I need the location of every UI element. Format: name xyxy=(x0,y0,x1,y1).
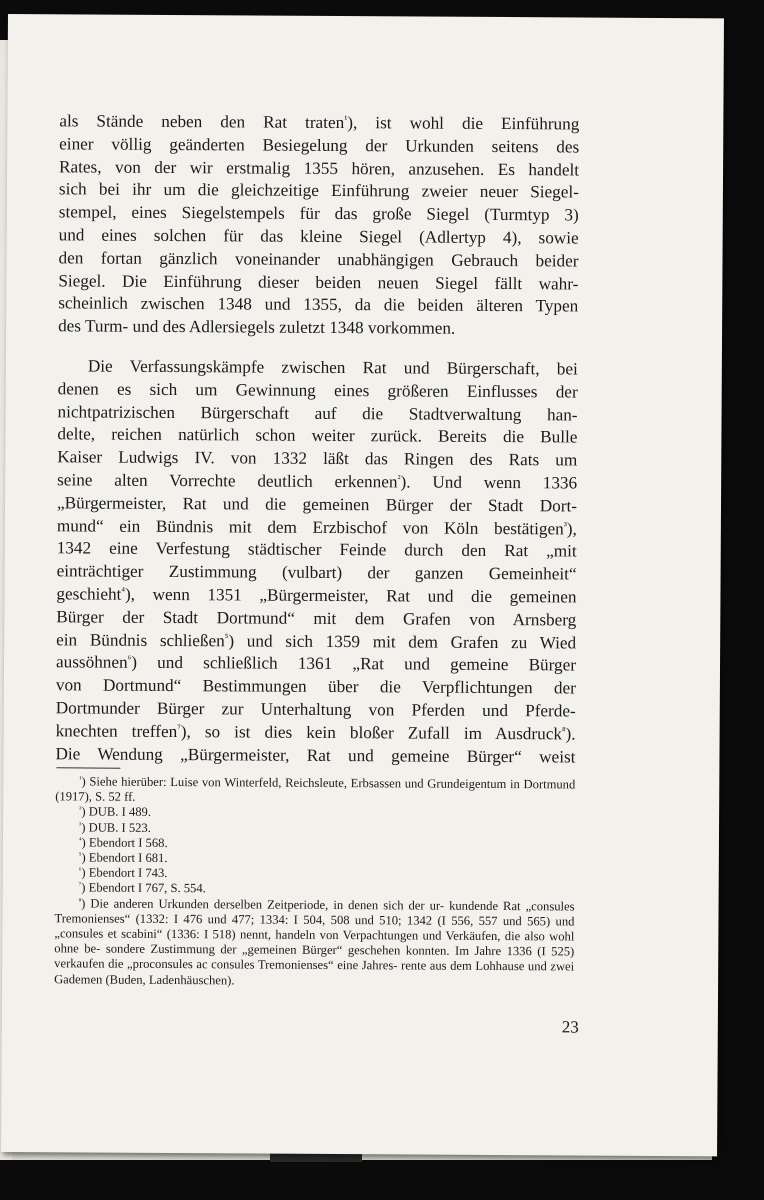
footnotes xyxy=(54,774,575,990)
footnote-8: $^{^8}$) Die anderen Urkunden derselben Zeitperiode, in denen sich der ur- kundende Rat „consules Tremonienses“ (1332: I 476 und 477; 1334: I 504, 508 und 510; 1342 (I 556, 557 und 565) und „consules et scabini“ (1336: I 518) nennt, handeln von Verpachtungen und Verkäufen, die also wohl ohne be- sondere Zustimmung der „gemeinen Bürger“ geschehen konnten. Im Jahre 1336 (I 525) verkaufen die „proconsules ac consules Tremonienses“ eine Jahres- rente aus dem Lohhause und zwei Gademen (Buden, Ladenhäuschen). xyxy=(54,895,575,988)
footnote-rule xyxy=(56,767,120,768)
line: denen es sich um Gewinnung eines größeren Einflusses der xyxy=(57,379,578,402)
line: aussöhnen$^{^6}$) und schließlich 1361 „Rat und gemeine Bürger xyxy=(55,652,577,675)
line: des Turm- und des Adlersiegels zuletzt 1348 vorkommen. xyxy=(58,316,456,338)
book-page xyxy=(1,14,724,1156)
line: knechten treffen$^{^7}$), so ist dies kein bloßer Zufall im Ausdruck$^{^8}$). xyxy=(55,721,576,744)
line: Rates, von der wir erstmalig 1355 hören, anzusehen. Es handelt xyxy=(59,156,580,180)
line: von Dortmund“ Bestimmungen über die Verpflichtungen der xyxy=(55,675,576,698)
line: Kaiser Ludwigs IV. von 1332 läßt das Ringen des Rats um xyxy=(57,447,578,470)
line: einträchtiger Zustimmung (vulbart) der ganzen Gemeinheit“ xyxy=(56,561,577,584)
line: den fortan gänzlich voneinander unabhängigen Gebrauch beider xyxy=(58,248,579,271)
line: scheinlich zwischen 1348 und 1355, da die beiden älteren Typen xyxy=(58,293,579,316)
line: delte, reichen natürlich schon weiter zurück. Bereits die Bulle xyxy=(57,424,578,447)
page-number: 23 xyxy=(561,1017,579,1037)
line: Siegel. Die Einführung dieser beiden neuen Siegel fällt wahr- xyxy=(58,270,579,294)
footnote-7: $^{^7}$) Ebendort I 767, S. 554. xyxy=(78,880,206,896)
line: seine alten Vorrechte deutlich erkennen$^{^2}$). Und wenn 1336 xyxy=(57,470,578,493)
line: Die Wendung „Bürgermeister, Rat und gemeine Bürger“ weist xyxy=(55,743,576,766)
line: einer völlig geänderten Besiegelung der Urkunden seitens des xyxy=(59,134,580,157)
line: und eines solchen für das kleine Siegel (Adlertyp 4), sowie xyxy=(58,225,579,248)
line: nichtpatrizischen Bürgerschaft auf die Stadtverwaltung han- xyxy=(57,401,578,425)
line: mund“ ein Bündnis mit dem Erzbischof von Köln bestätigen$^{^3}$), xyxy=(56,515,577,539)
line: als Stände neben den Rat traten$^{^1}$), ist wohl die Einführung xyxy=(59,111,580,134)
footnote-1: $^{^1}$) Siehe hierüber: Luise von Winterfeld, Reichsleute, Erbsassen und Grundeigentum in Dortmund (1917), S. 52 ff. xyxy=(55,774,576,804)
body-text xyxy=(55,110,579,768)
line: Die Verfassungskämpfe zwischen Rat und Bürgerschaft, bei xyxy=(87,356,578,379)
line: ein Bündnis schließen$^{^5}$) und sich 1359 mit dem Grafen zu Wied xyxy=(56,629,577,653)
footnote-5: $^{^5}$) Ebendort I 681. xyxy=(78,850,168,866)
footnote-6: $^{^6}$) Ebendort I 743. xyxy=(78,865,168,881)
footnote-2: $^{^2}$) DUB. I 489. xyxy=(79,804,152,820)
line: sich bei ihr um die gleichzeitige Einführung zweier neuer Siegel- xyxy=(58,179,579,202)
line: geschieht$^{^4}$), wenn 1351 „Bürgermeister, Rat und die gemeinen xyxy=(56,584,577,607)
footnote-4: $^{^4}$) Ebendort I 568. xyxy=(78,835,168,850)
line: Bürger der Stadt Dortmund“ mit dem Grafen von Arnsberg xyxy=(56,607,577,630)
line: Dortmunder Bürger zur Unterhaltung von Pferden und Pferde- xyxy=(55,698,576,721)
line: stempel, eines Siegelstempels für das große Siegel (Turmtyp 3) xyxy=(58,202,579,225)
line: „Bürgermeister, Rat und die gemeinen Bürger der Stadt Dort- xyxy=(56,493,578,516)
footnote-3: $^{^3}$) DUB. I 523. xyxy=(79,819,151,835)
line: 1342 eine Verfestung städtischer Feinde durch den Rat „mit xyxy=(56,538,577,561)
